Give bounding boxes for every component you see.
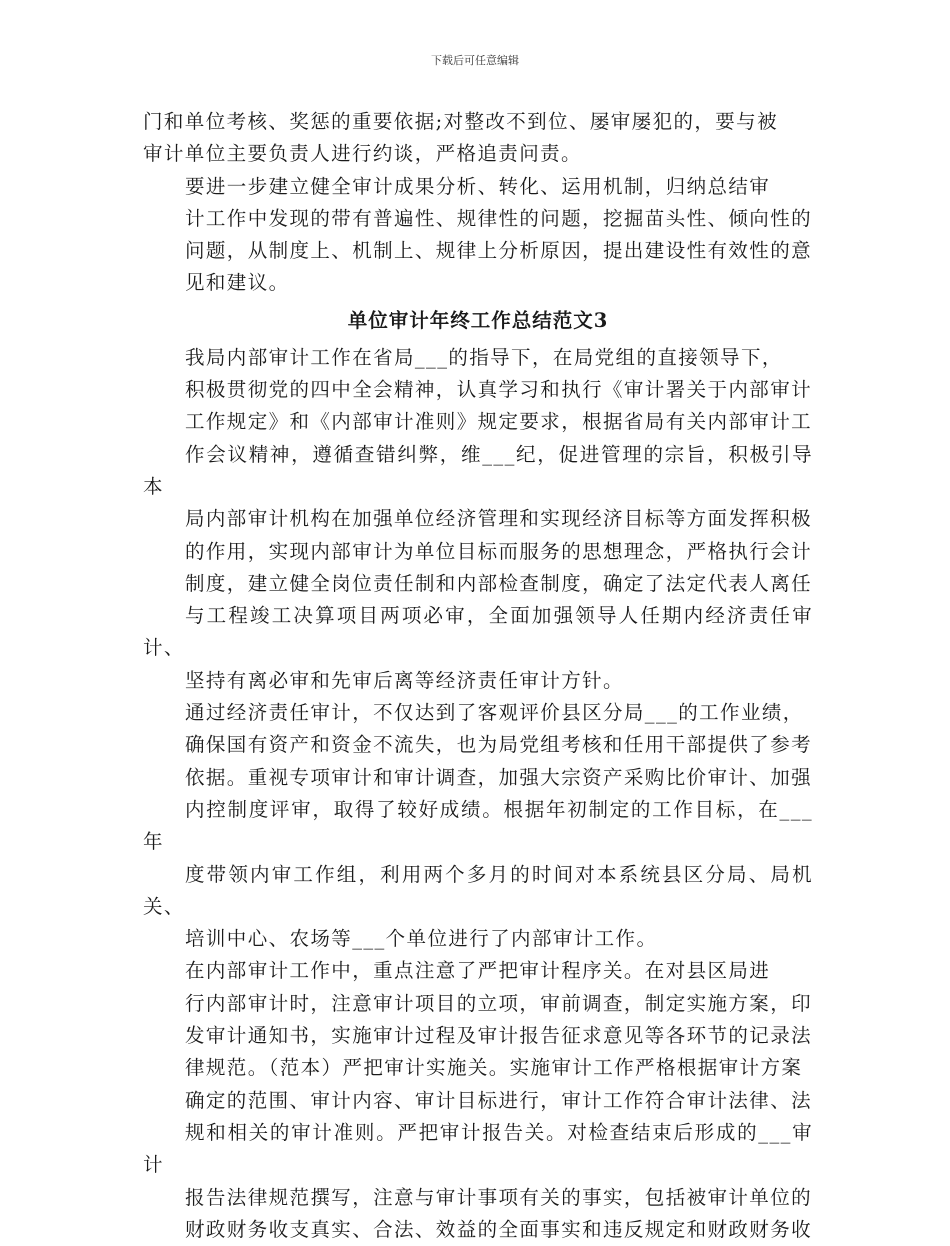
text-line: 在内部审计工作中，重点注意了严把审计程序关。在对县区局进 xyxy=(185,959,771,983)
text-line: 财政财务收支真实、合法、效益的全面事实和违反规定和财政财务收 xyxy=(185,1217,813,1241)
text-line: 作会议精神，遵循查错纠弊，维___纪，促进管理的宗旨，积极引导本 xyxy=(143,442,813,498)
text-line: 确定的范围、审计内容、审计目标进行，审计工作符合审计法律、法 xyxy=(185,1088,813,1112)
text-line: 通过经济责任审计，不仅达到了客观评价县区分局___的工作业绩， xyxy=(185,701,804,725)
text-line: 局内部审计机构在加强单位经济管理和实现经济目标等方面发挥积极 xyxy=(185,507,813,531)
text-line: 内控制度评审，取得了较好成绩。根据年初制定的工作目标，在___年 xyxy=(143,797,813,854)
text-line: 积极贯彻党的四中全会精神，认真学习和执行《审计署关于内部审计 xyxy=(185,378,813,402)
paragraph-3 xyxy=(143,342,813,697)
text-line: 度带领内审工作组，利用两个多月的时间对本系统县区分局、局机关、 xyxy=(143,862,813,918)
text-line: 报告法律规范撰写，注意与审计事项有关的事实，包括被审计单位的 xyxy=(185,1185,813,1209)
text-line: 我局内部审计工作在省局___的指导下，在局党组的直接领导下， xyxy=(185,345,783,369)
document-body xyxy=(143,106,813,1246)
page-header: 下载后可任意编辑 xyxy=(431,54,519,67)
text-line: 问题，从制度上、机制上、规律上分析原因，提出建设性有效性的意 xyxy=(185,239,813,263)
text-line: 的作用，实现内部审计为单位目标而服务的思想理念，严格执行会计 xyxy=(185,539,813,563)
text-line: 培训中心、农场等___个单位进行了内部审计工作。 xyxy=(185,927,658,951)
paragraph-1 xyxy=(143,106,813,171)
paragraph-2 xyxy=(143,171,813,300)
paragraph-5 xyxy=(143,955,813,1246)
text-line: 依据。重视专项审计和审计调查，加强大宗资产采购比价审计、加强 xyxy=(185,765,813,789)
text-line: 要进一步建立健全审计成果分析、转化、运用机制，归纳总结审 xyxy=(185,174,771,198)
text-line: 审计单位主要负责人进行约谈，严格追责问责。 xyxy=(143,142,582,166)
text-line: 门和单位考核、奖惩的重要依据;对整改不到位、屡审屡犯的，要与被 xyxy=(143,110,778,133)
text-line: 发审计通知书，实施审计过程及审计报告征求意见等各环节的记录法 xyxy=(185,1024,813,1048)
text-line: 坚持有离必审和先审后离等经济责任审计方针。 xyxy=(185,668,624,692)
text-line: 行内部审计时，注意审计项目的立项，审前调查，制定实施方案，印 xyxy=(185,991,813,1015)
text-line: 工作规定》和《内部审计准则》规定要求，根据省局有关内部审计工 xyxy=(185,410,813,434)
text-line: 规和相关的审计准则。严把审计报告关。对检查结束后形成的___审计 xyxy=(143,1120,813,1177)
text-line: 与工程竣工决算项目两项必审，全面加强领导人任期内经济责任审计、 xyxy=(143,604,813,660)
text-line: 确保国有资产和资金不流失，也为局党组考核和任用干部提供了参考 xyxy=(185,733,813,757)
section-title: 单位审计年终工作总结范文3 xyxy=(347,308,609,332)
text-line: 制度，建立健全岗位责任制和内部检查制度，确定了法定代表人离任 xyxy=(185,571,813,595)
text-line: 见和建议。 xyxy=(185,271,290,295)
text-line: 律规范。（范本）严把审计实施关。实施审计工作严格根据审计方案 xyxy=(185,1056,803,1080)
paragraph-4 xyxy=(143,697,813,955)
text-line: 计工作中发现的带有普遍性、规律性的问题，挖掘苗头性、倾向性的 xyxy=(185,206,813,230)
